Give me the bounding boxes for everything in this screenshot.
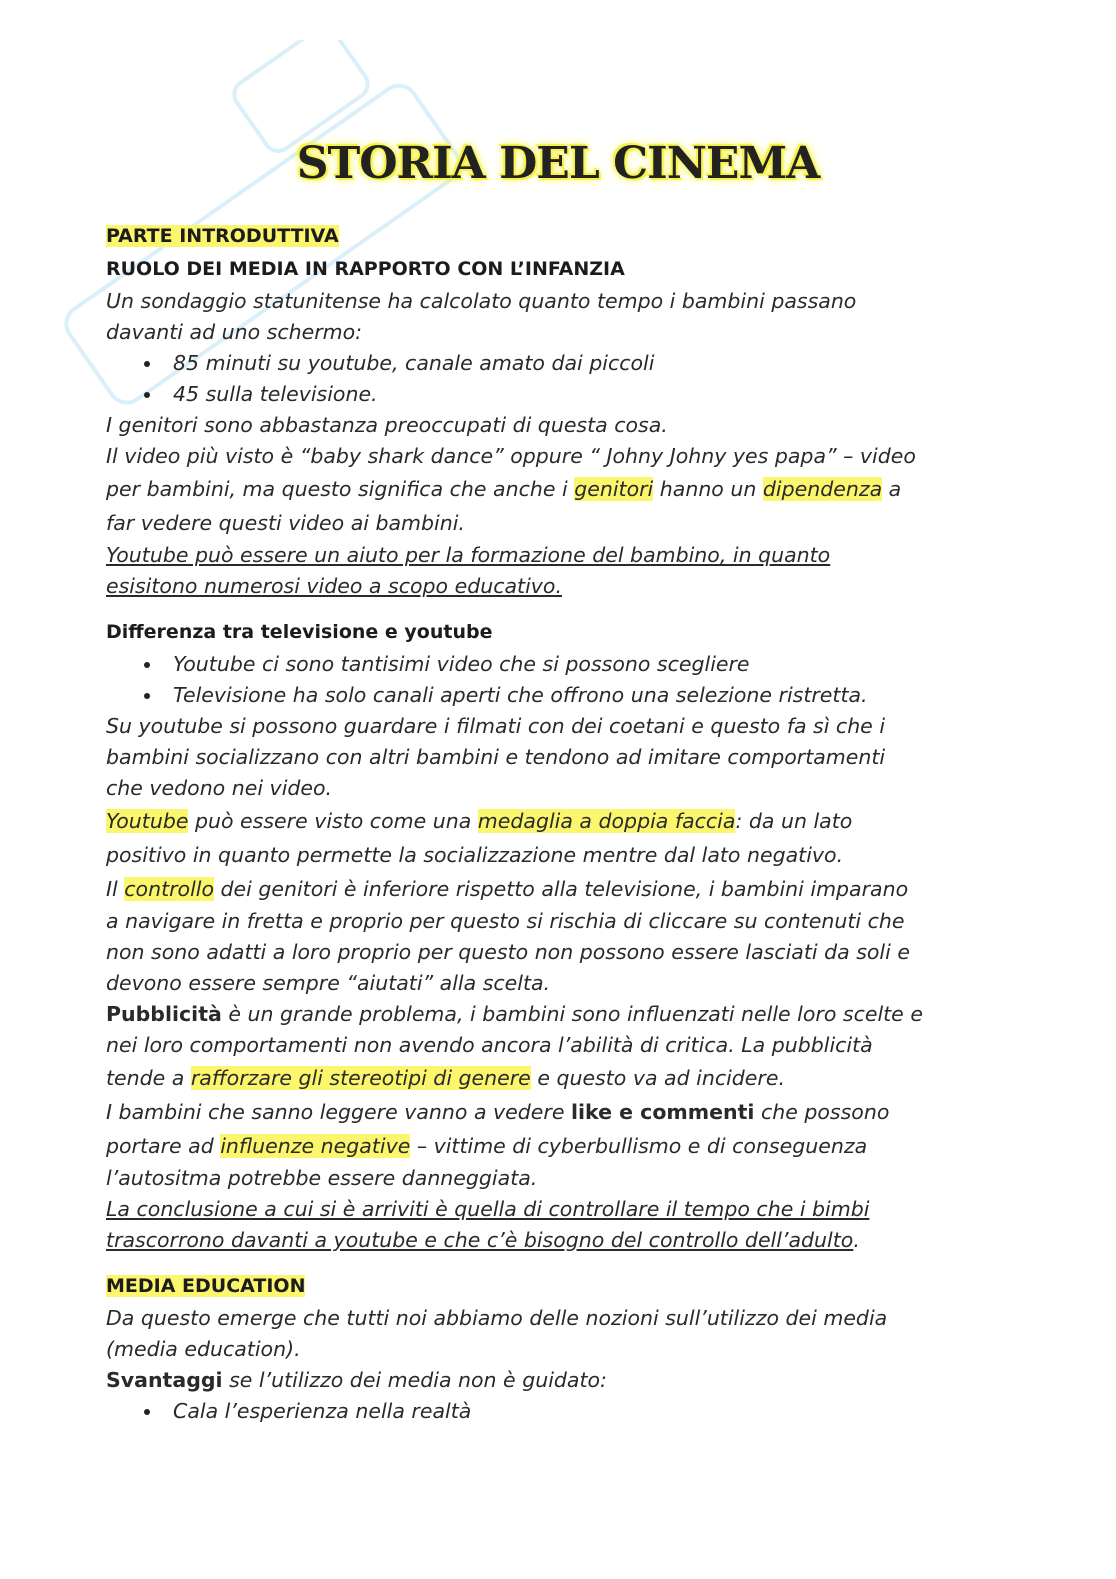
paragraph-line: che vedono nei video. [106, 776, 333, 800]
list-item: Youtube ci sono tantisimi video che si possono scegliere [106, 649, 1006, 680]
paragraph-line: davanti ad uno schermo: [106, 320, 363, 344]
highlight: rafforzare gli stereotipi di genere [190, 1066, 531, 1090]
paragraph-line: Su youtube si possono guardare i filmati con dei coetani e questo fa sì che i [106, 714, 886, 738]
paragraph-line: Da questo emerge che tutti noi abbiamo delle nozioni sull’utilizzo dei media [106, 1306, 888, 1330]
underlined-line: Youtube può essere un aiuto per la formazione del bambino, in quanto [106, 543, 831, 567]
section-heading: MEDIA EDUCATION [106, 1275, 306, 1297]
paragraph-line: Il video più visto è “baby shark dance” oppure “ Johny Johny yes papa” – video [106, 444, 916, 468]
paragraph-line: a navigare in fretta e proprio per questo si rischia di cliccare su contenuti che [106, 909, 905, 933]
paragraph-line: Un sondaggio statunitense ha calcolato quanto tempo i bambini passano [106, 289, 857, 313]
paragraph-line: positivo in quanto permette la socializzazione mentre dal lato negativo. [106, 843, 844, 867]
paragraph-line: nei loro comportamenti non avendo ancora l’abilità di critica. La pubblicità [106, 1033, 873, 1057]
list-item: Televisione ha solo canali aperti che offrono una selezione ristretta. [106, 680, 1006, 711]
underlined-line: La conclusione a cui si è arriviti è quella di controllare il tempo che i bimbi [106, 1197, 870, 1221]
paragraph-line: Youtube può essere visto come una medaglia a doppia faccia: da un lato [106, 809, 853, 833]
subsection-heading: RUOLO DEI MEDIA IN RAPPORTO CON L’INFANZIA [106, 258, 625, 280]
paragraph-line: I genitori sono abbastanza preoccupati di questa cosa. [106, 413, 668, 437]
paragraph-line: devono essere sempre “aiutati” alla scelta. [106, 971, 551, 995]
paragraph-line: portare ad influenze negative – vittime di cyberbullismo e di conseguenza [106, 1134, 868, 1158]
subsection-heading: Differenza tra televisione e youtube [106, 621, 493, 643]
paragraph-line: (media education). [106, 1337, 301, 1361]
paragraph-line: Pubblicità è un grande problema, i bambini sono influenzati nelle loro scelte e [106, 1002, 923, 1026]
paragraph-line: Il controllo dei genitori è inferiore rispetto alla televisione, i bambini imparano [106, 877, 909, 901]
highlight: genitori [574, 477, 654, 501]
highlight: dipendenza [762, 477, 883, 501]
paragraph-line: l’autositma potrebbe essere danneggiata. [106, 1166, 538, 1190]
paragraph-line: far vedere questi video ai bambini. [106, 511, 465, 535]
paragraph-line: bambini socializzano con altri bambini e tendono ad imitare comportamenti [106, 745, 886, 769]
paragraph-line: non sono adatti a loro proprio per questo non possono essere lasciati da soli e [106, 940, 910, 964]
page-title: STORIA DEL CINEMA [296, 138, 820, 189]
list-item: 45 sulla televisione. [106, 379, 1006, 410]
list-item: Cala l’esperienza nella realtà [106, 1396, 1006, 1427]
document-body [106, 220, 1006, 1427]
paragraph-line: I bambini che sanno leggere vanno a vedere like e commenti che possono [106, 1100, 890, 1124]
underlined-line: trascorrono davanti a youtube e che c’è bisogno del controllo dell’adulto. [106, 1228, 860, 1252]
list-item: 85 minuti su youtube, canale amato dai piccoli [106, 348, 1006, 379]
section-heading: PARTE INTRODUTTIVA [106, 225, 339, 247]
highlight: controllo [124, 877, 215, 901]
underlined-line: esisitono numerosi video a scopo educativo. [106, 574, 562, 598]
paragraph-line: tende a rafforzare gli stereotipi di genere e questo va ad incidere. [106, 1066, 785, 1090]
highlight: medaglia a doppia faccia [477, 809, 736, 833]
highlight: influenze negative [220, 1134, 411, 1158]
highlight: Youtube [106, 809, 189, 833]
paragraph-line: Svantaggi se l’utilizzo dei media non è guidato: [106, 1368, 607, 1392]
paragraph-line: per bambini, ma questo significa che anche i genitori hanno un dipendenza a [106, 477, 902, 501]
